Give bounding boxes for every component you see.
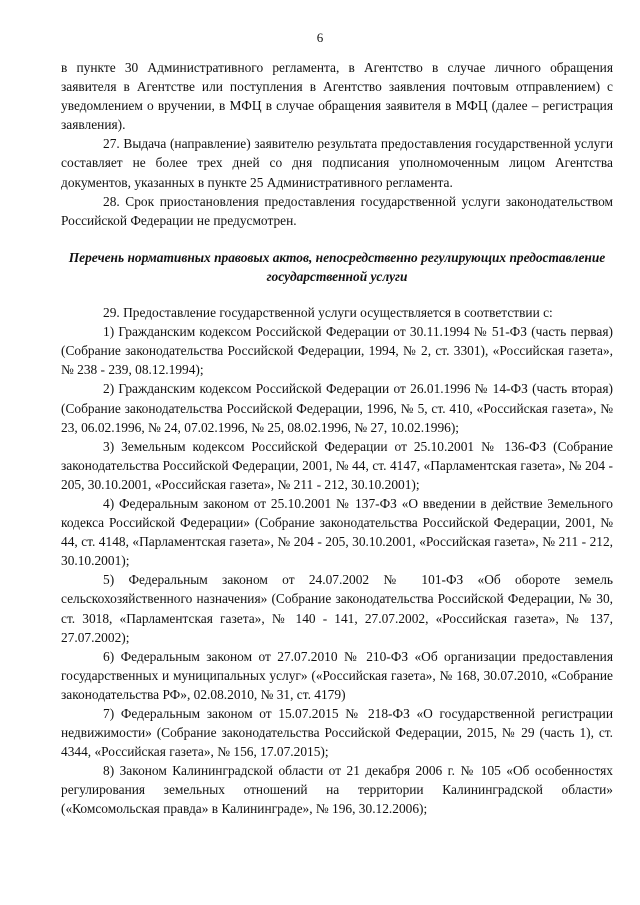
paragraph-27: 27. Выдача (направление) заявителю результата предоставления государственной услуги составляет не более трех дней со дня подписания уполномоченным лицом Агентства документов, указанных в пункте 25 Административного регламента. — [61, 136, 613, 190]
page-number: 6 — [316, 30, 324, 45]
paragraph-28: 28. Срок приостановления предоставления государственной услуги законодательством Российской Федерации не предусмотрен. — [61, 193, 613, 228]
list-item-5: 5) Федеральным законом от 24.07.2002 № 101-ФЗ «Об обороте земель сельскохозяйственного назначения» (Собрание законодательства Российской Федерации, № 30, ст. 3018, «Парламентская газета», № 140 - 141, 27.07.2002, «Российская газета», № 137, 27.07.2002); — [61, 572, 613, 645]
document-body — [61, 58, 613, 819]
paragraph-29: 29. Предоставление государственной услуги осуществляется в соответствии с: — [103, 305, 553, 321]
list-item-6: 6) Федеральным законом от 27.07.2010 № 210-ФЗ «Об организации предоставления государственных и муниципальных услуг» («Российская газета», № 168, 30.07.2010, «Собрание законодательства РФ», 02.08.2010, № 31, ст. 4179) — [61, 648, 613, 702]
list-item-8: 8) Законом Калининградской области от 21 декабря 2006 г. № 105 «Об особенностях регулирования земельных отношений на территории Калининградской области» («Комсомольская правда» в Калининграде», № 196, 30.12.2006); — [61, 763, 613, 817]
list-item-4: 4) Федеральным законом от 25.10.2001 № 137-ФЗ «О введении в действие Земельного кодекса Российской Федерации» (Собрание законодательства Российской Федерации, 2001, № 44, ст. 4148, «Парламентская газета», № 204 - 205, 30.10.2001, «Российская газета», № 211 - 212, 30.10.2001); — [61, 495, 613, 569]
list-item-1: 1) Гражданским кодексом Российской Федерации от 30.11.1994 № 51-ФЗ (часть первая) (Собрание законодательства Российской Федерации, 1994, № 2, ст. 3301), «Российская газета», № 238 - 239, 08.12.1994); — [61, 324, 613, 378]
list-item-7: 7) Федеральным законом от 15.07.2015 № 218-ФЗ «О государственной регистрации недвижимости» (Собрание законодательства Российской Федерации, 2015, № 29 (часть 1), ст. 4344, «Российская газета», № 156, 17.07.2015); — [61, 706, 613, 760]
list-item-3: 3) Земельным кодексом Российской Федерации от 25.10.2001 № 136-ФЗ (Собрание законодательства Российской Федерации, 2001, № 44, ст. 4147, «Парламентская газета», № 204 - 205, 30.10.2001, «Российская газета», № 211 - 212, 30.10.2001); — [61, 438, 613, 492]
list-item-2: 2) Гражданским кодексом Российской Федерации от 26.01.1996 № 14-ФЗ (часть вторая) (Собрание законодательства Российской Федерации, 1996, № 5, ст. 410, «Российская газета», № 23, 06.02.1996, № 24, 07.02.1996, № 25, 08.02.1996, № 27, 10.02.1996); — [61, 381, 613, 435]
section-heading: Перечень нормативных правовых актов, непосредственно регулирующих предоставление государственной услуги — [68, 249, 606, 284]
paragraph-continuation: в пункте 30 Административного регламента, в Агентство в случае личного обращения заявителя в Агентстве или поступления в Агентство заявления почтовым отправлением) с уведомлением о вручении, в МФЦ в случае обращения заявителя в МФЦ (далее – регистрация заявления). — [61, 60, 613, 133]
